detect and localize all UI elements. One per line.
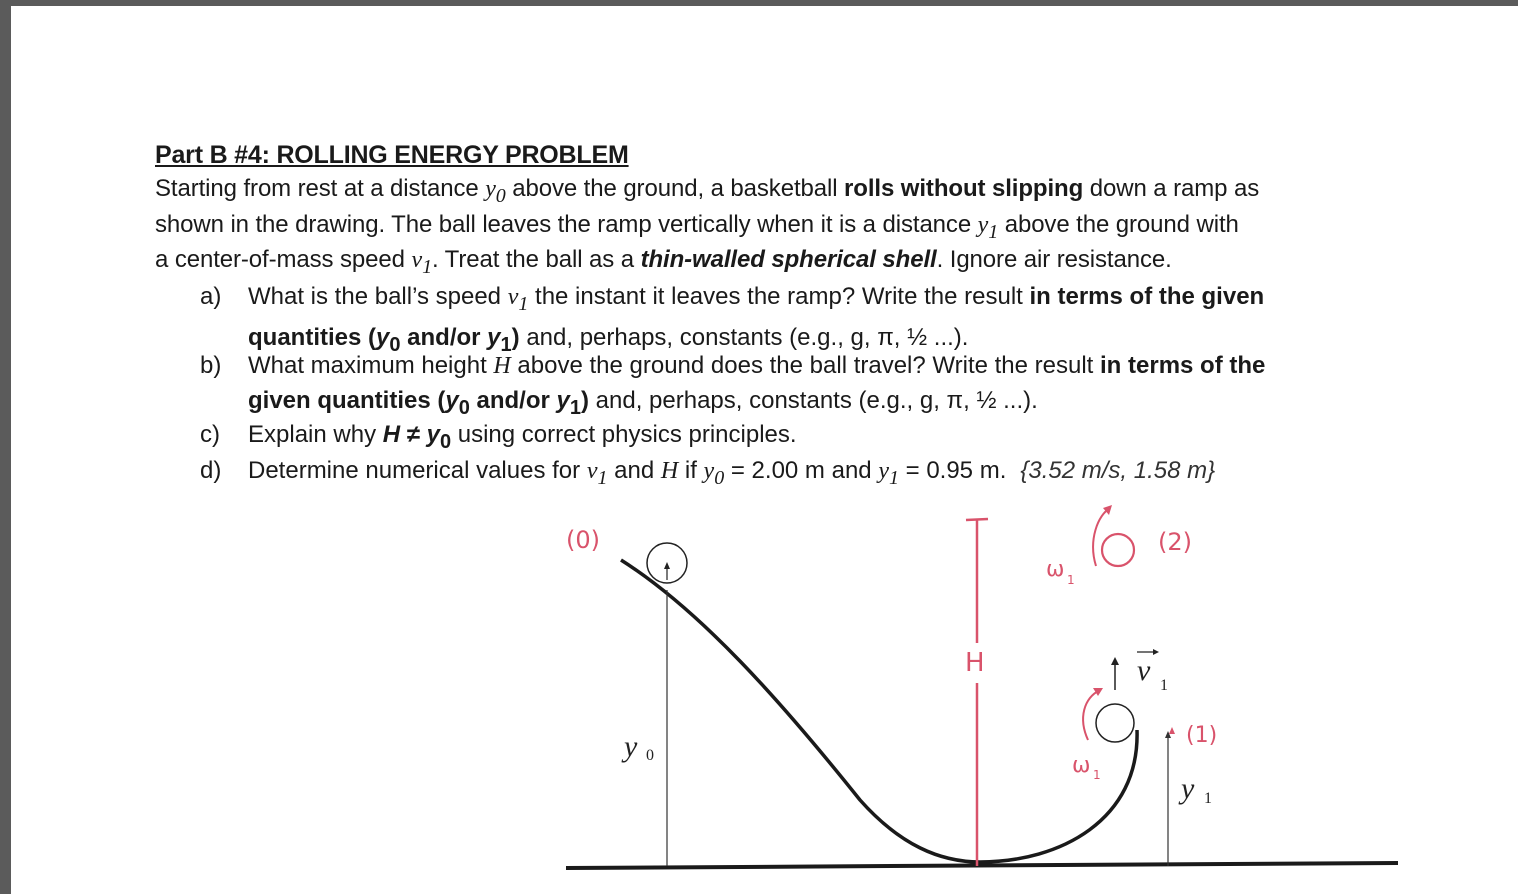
ball-exit xyxy=(1096,704,1134,742)
label-v1-sub: 1 xyxy=(1160,677,1168,694)
ball-apex xyxy=(1102,534,1134,566)
hand-omega-top-sub: 1 xyxy=(1067,573,1075,587)
omega-exit-arrowhead xyxy=(1093,688,1103,696)
ground-line xyxy=(566,863,1398,868)
hand-omega-bottom-sub: 1 xyxy=(1093,768,1101,782)
problem-title: Part B #4: ROLLING ENERGY PROBLEM xyxy=(155,141,629,169)
question-c: c) Explain why $H \ne y_0$ using correct physics principles. xyxy=(200,421,797,453)
hand-label-1-arrow xyxy=(1169,727,1175,734)
answer-hint: {3.52 m/s, 1.58 m} xyxy=(1020,457,1216,484)
label-y1-sub: 1 xyxy=(1204,790,1212,807)
question-a: a) What is the ball’s speed $v_1$ the instant it leaves the ramp? Write the result in terms of the given quantities ($y_0$ and/or $y_1$) and, perhaps, constants (e.g., g, π, ½ ...). xyxy=(200,283,1265,357)
statement-line-3: a center-of-mass speed $v_1$. Treat the ball as a thin-walled spherical shell. Ignore air resistance. xyxy=(155,246,1172,278)
label-v1: v xyxy=(1137,654,1151,687)
label-y0: y xyxy=(624,730,638,763)
hand-label-0: (0) xyxy=(566,526,600,554)
hand-label-2: (2) xyxy=(1158,528,1192,556)
label-y1: y xyxy=(1181,772,1195,805)
hand-label-H: H xyxy=(965,648,985,678)
hand-omega-bottom: ω xyxy=(1072,753,1091,778)
ball-top-arrowhead xyxy=(664,562,670,569)
ramp-curve xyxy=(621,560,1137,862)
statement-line-1: Starting from rest at a distance $y_0$ above the ground, a basketball rolls without slipping down a ramp as xyxy=(155,175,1260,207)
hand-omega-top: ω xyxy=(1046,557,1065,582)
hand-label-1: (1) xyxy=(1186,723,1218,748)
v1-arrowhead xyxy=(1111,657,1119,665)
question-b: b) What maximum height H above the ground does the ball travel? Write the result in terms of the given quantities ($y_0$ and/or $y_1$) and, perhaps, constants (e.g., g, π, ½ ...). xyxy=(200,352,1266,419)
h-top-tick xyxy=(966,519,988,520)
label-v1-vector-head xyxy=(1153,649,1159,655)
question-d: d) Determine numerical values for $v_1$ and H if $y_0 = 2.00$ m and $y_1 = 0.95$ m. {3.52 m/s, 1.58 m} xyxy=(200,457,1216,489)
label-y0-sub: 0 xyxy=(646,747,654,764)
statement-line-2: shown in the drawing. The ball leaves the ramp vertically when it is a distance $y_1$ above the ground with xyxy=(155,210,1239,243)
